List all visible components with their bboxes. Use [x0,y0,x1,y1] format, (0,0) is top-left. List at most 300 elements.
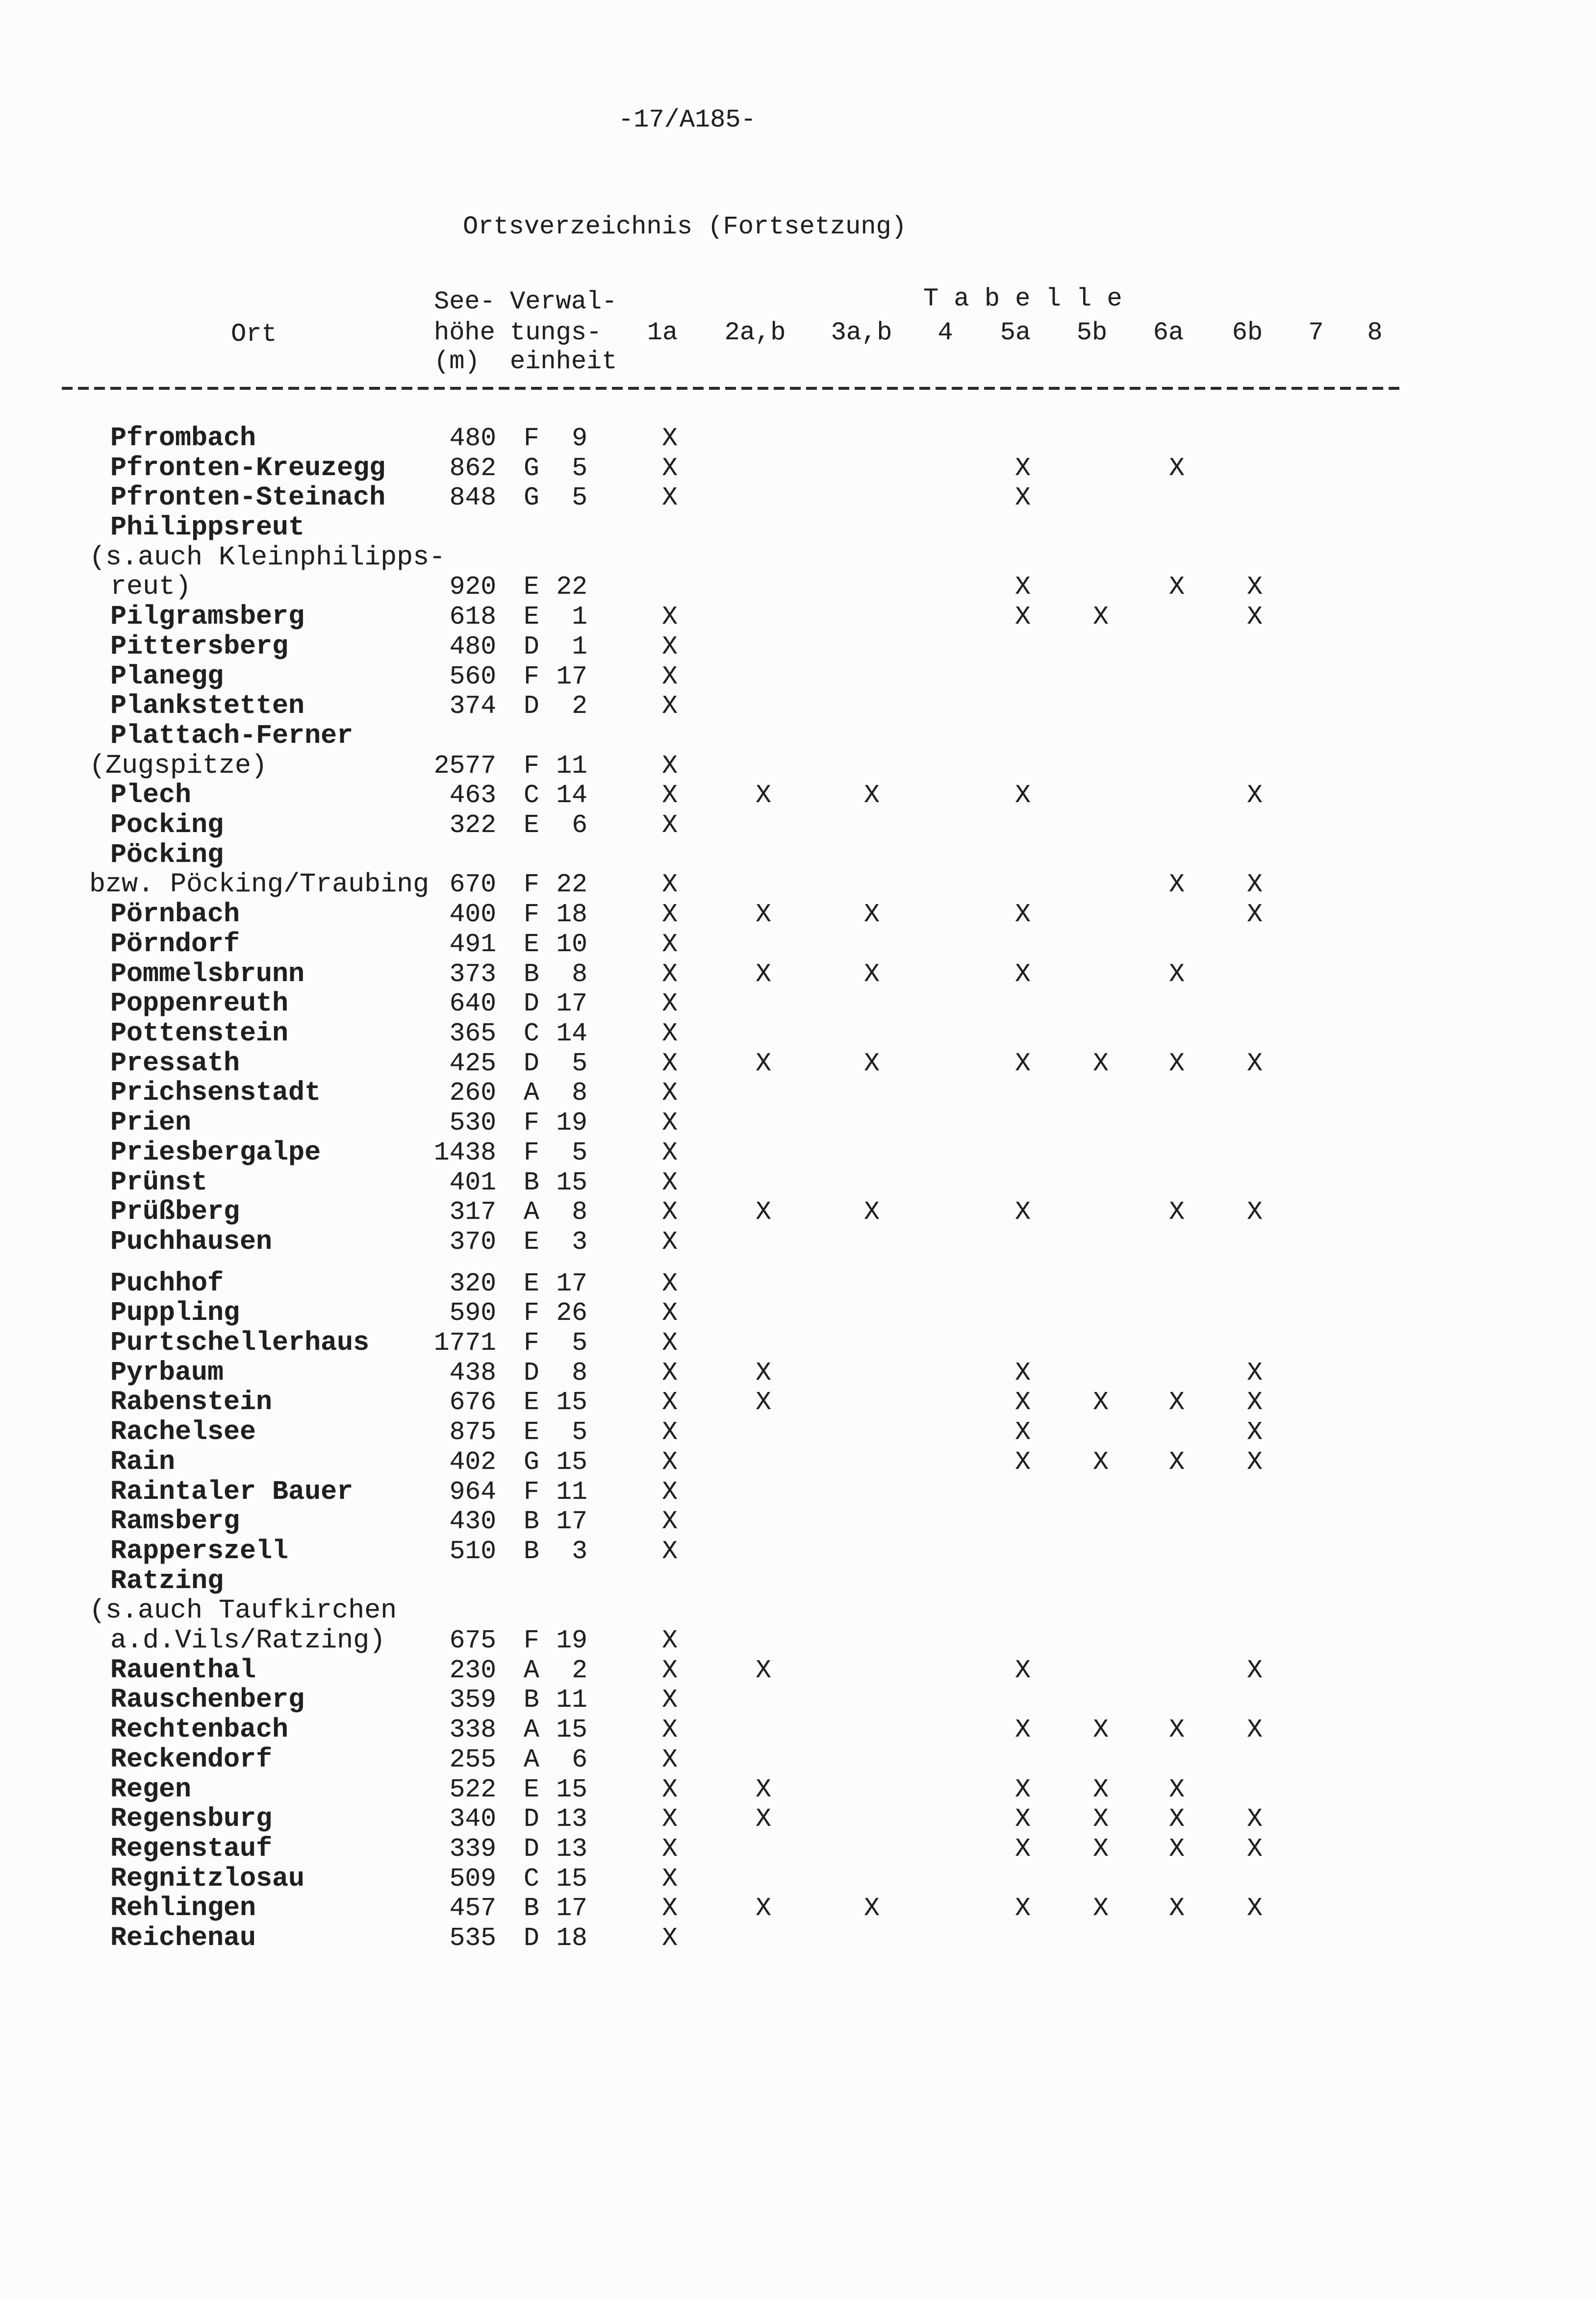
admin-unit-letter: D [524,1048,539,1078]
admin-unit-number: 15 [556,1715,587,1745]
table-mark-2ab: X [756,1358,771,1388]
table-row [0,1417,1596,1447]
table-row [0,483,1596,513]
admin-unit-number: 15 [556,1774,587,1804]
admin-unit-number: 15 [556,1167,587,1197]
place-name-note: (Zugspitze) [89,750,268,781]
admin-unit-number: 8 [572,959,587,989]
table-mark-3ab: X [864,1197,880,1227]
elevation-value: 509 [449,1864,496,1894]
elevation-value: 1438 [433,1137,496,1167]
table-mark-2ab: X [756,959,771,989]
table-row [0,602,1596,632]
elevation-value: 670 [449,870,496,900]
admin-unit-number: 8 [572,1078,587,1108]
column-header-seehoehe-line: (m) [434,347,480,376]
table-mark-6a: X [1169,870,1185,900]
table-mark-1a: X [662,1268,678,1298]
table-mark-1a: X [662,1197,678,1227]
table-mark-1a: X [662,1507,678,1537]
admin-unit-letter: D [524,1923,539,1953]
place-name-note: a.d.Vils/Ratzing) [110,1624,386,1656]
place-name: Pilgramsberg [110,601,305,632]
admin-unit-number: 15 [556,1864,587,1894]
table-mark-1a: X [662,1834,678,1864]
admin-unit-number: 8 [572,1358,587,1388]
admin-unit-number: 10 [556,929,587,959]
table-mark-1a: X [662,1804,678,1834]
elevation-value: 430 [449,1507,496,1537]
admin-unit-letter: E [524,572,539,602]
table-mark-6a: X [1169,572,1185,602]
table-mark-1a: X [662,1108,678,1138]
table-row [0,1537,1596,1566]
table-row [0,1685,1596,1715]
table-row [0,930,1596,960]
elevation-value: 491 [449,929,496,959]
place-name: Planegg [110,660,224,692]
admin-unit-letter: F [524,1477,539,1507]
table-mark-6a: X [1169,1048,1185,1078]
place-name-note: bzw. Pöcking/Traubing [89,869,430,900]
table-row [0,1864,1596,1894]
column-header-5a: 5a [1000,318,1031,347]
admin-unit-letter: F [524,424,539,453]
place-name: Priesbergalpe [110,1136,321,1168]
table-mark-5a: X [1015,453,1031,483]
table-mark-1a: X [662,1894,678,1923]
elevation-value: 590 [449,1298,496,1328]
table-row [0,1447,1596,1477]
place-name: Rechtenbach [110,1714,289,1745]
admin-unit-letter: F [524,1328,539,1358]
table-mark-1a: X [662,781,678,810]
admin-unit-letter: B [524,1894,539,1923]
place-name: Plech [110,780,192,811]
place-name: Rauenthal [110,1654,256,1686]
admin-unit-letter: F [524,1108,539,1138]
table-mark-5b: X [1093,1388,1109,1417]
table-mark-2ab: X [756,1388,771,1417]
admin-unit-letter: A [524,1744,539,1774]
table-mark-5a: X [1015,1834,1031,1864]
table-mark-5b: X [1093,1048,1109,1078]
place-name: Pörnbach [110,899,240,930]
place-name: Rain [110,1446,176,1477]
table-mark-2ab: X [756,1774,771,1804]
place-name: Rapperszell [110,1535,289,1566]
table-mark-6a: X [1169,1804,1185,1834]
admin-unit-letter: C [524,781,539,810]
column-header-8: 8 [1367,318,1383,347]
table-mark-5a: X [1015,1197,1031,1227]
table-mark-1a: X [662,1078,678,1108]
table-row [0,989,1596,1019]
place-name: Philippsreut [110,512,305,543]
place-name: Ramsberg [110,1506,240,1537]
place-name: Rabenstein [110,1387,273,1418]
table-mark-5a: X [1015,1447,1031,1477]
admin-unit-letter: E [524,1388,539,1417]
place-name: Regensburg [110,1803,273,1835]
place-name: Pommelsbrunn [110,958,305,989]
admin-unit-letter: C [524,1019,539,1048]
table-mark-5a: X [1015,1358,1031,1388]
elevation-value: 359 [449,1685,496,1715]
admin-unit-letter: E [524,1417,539,1447]
admin-unit-number: 22 [556,870,587,900]
table-mark-5b: X [1093,1447,1109,1477]
table-row [0,1477,1596,1507]
column-header-6a: 6a [1153,318,1184,347]
column-header-seehoehe-line: höhe [434,318,495,347]
table-mark-5b: X [1093,1834,1109,1864]
admin-unit-letter: E [524,929,539,959]
table-mark-1a: X [662,483,678,513]
table-row [0,1745,1596,1775]
table-mark-1a: X [662,751,678,781]
table-row [0,1328,1596,1358]
elevation-value: 255 [449,1744,496,1774]
elevation-value: 510 [449,1536,496,1566]
table-mark-1a: X [662,1774,678,1804]
table-mark-2ab: X [756,1804,771,1834]
table-row [0,1298,1596,1328]
table-mark-6b: X [1247,1048,1263,1078]
table-mark-6a: X [1169,1388,1185,1417]
table-mark-1a: X [662,1358,678,1388]
admin-unit-letter: F [524,661,539,691]
admin-unit-number: 3 [572,1227,587,1257]
elevation-value: 320 [449,1268,496,1298]
table-row [0,1078,1596,1108]
admin-unit-letter: F [524,900,539,930]
elevation-value: 463 [449,781,496,810]
place-name-note: reut) [110,571,192,603]
admin-unit-letter: C [524,1864,539,1894]
table-row [0,721,1596,781]
admin-unit-letter: G [524,483,539,513]
admin-unit-letter: D [524,1358,539,1388]
table-row [0,1269,1596,1299]
table-mark-6a: X [1169,453,1185,483]
admin-unit-number: 22 [556,572,587,602]
place-name: Pressath [110,1047,240,1079]
elevation-value: 400 [449,900,496,930]
admin-unit-number: 3 [572,1536,587,1566]
table-mark-6b: X [1247,572,1263,602]
table-mark-6b: X [1247,1834,1263,1864]
table-mark-1a: X [662,1048,678,1078]
table-mark-5a: X [1015,959,1031,989]
table-row [0,1507,1596,1537]
table-mark-1a: X [662,661,678,691]
place-name: Reckendorf [110,1743,273,1775]
admin-unit-letter: G [524,1447,539,1477]
column-header-ort: Ort [231,320,277,349]
table-row [0,1227,1596,1257]
admin-unit-letter: E [524,602,539,632]
place-name: Puchhausen [110,1226,273,1257]
admin-unit-letter: D [524,691,539,721]
table-mark-6b: X [1247,781,1263,810]
column-group-header-tabelle: T a b e l l e [923,284,1122,313]
admin-unit-number: 17 [556,661,587,691]
column-header-5b: 5b [1076,318,1108,347]
admin-unit-number: 11 [556,1685,587,1715]
admin-unit-letter: A [524,1197,539,1227]
place-name-note: (s.auch Kleinphilipps- [89,541,446,573]
elevation-value: 322 [449,810,496,840]
table-mark-5b: X [1093,1774,1109,1804]
admin-unit-number: 1 [572,631,587,661]
table-mark-5a: X [1015,900,1031,930]
place-name: Prichsenstadt [110,1077,321,1109]
admin-unit-letter: E [524,810,539,840]
place-name: Prien [110,1107,192,1138]
place-name: Prüßberg [110,1196,240,1228]
elevation-value: 875 [449,1417,496,1447]
table-mark-3ab: X [864,1048,880,1078]
admin-unit-number: 18 [556,900,587,930]
admin-unit-number: 13 [556,1804,587,1834]
admin-unit-letter: B [524,1536,539,1566]
admin-unit-letter: F [524,1137,539,1167]
place-name: Pfronten-Kreuzegg [110,452,386,483]
table-mark-1a: X [662,691,678,721]
admin-unit-number: 26 [556,1298,587,1328]
table-mark-2ab: X [756,1048,771,1078]
elevation-value: 457 [449,1894,496,1923]
table-mark-6b: X [1247,1804,1263,1834]
table-mark-5a: X [1015,1417,1031,1447]
elevation-value: 522 [449,1774,496,1804]
table-row [0,424,1596,454]
table-mark-6b: X [1247,870,1263,900]
admin-unit-letter: A [524,1655,539,1685]
place-name: Purtschellerhaus [110,1327,370,1358]
elevation-value: 260 [449,1078,496,1108]
table-row [0,1656,1596,1686]
admin-unit-number: 9 [572,424,587,453]
table-mark-1a: X [662,870,678,900]
table-mark-5a: X [1015,1774,1031,1804]
place-name: Rachelsee [110,1416,256,1448]
table-mark-6a: X [1169,1774,1185,1804]
admin-unit-number: 5 [572,1137,587,1167]
table-mark-1a: X [662,602,678,632]
table-row [0,1138,1596,1168]
admin-unit-number: 2 [572,1655,587,1685]
table-mark-2ab: X [756,1197,771,1227]
admin-unit-letter: F [524,1625,539,1655]
elevation-value: 640 [449,989,496,1019]
table-mark-5b: X [1093,1894,1109,1923]
place-name: Pittersberg [110,631,289,662]
table-mark-6b: X [1247,900,1263,930]
table-mark-6b: X [1247,602,1263,632]
table-mark-1a: X [662,959,678,989]
table-mark-1a: X [662,1715,678,1745]
table-row [0,1108,1596,1138]
table-row [0,1775,1596,1805]
admin-unit-letter: G [524,453,539,483]
admin-unit-number: 17 [556,1268,587,1298]
table-mark-5b: X [1093,602,1109,632]
table-mark-1a: X [662,424,678,453]
column-header-3ab: 3a,b [831,318,892,347]
table-mark-1a: X [662,1864,678,1894]
table-mark-1a: X [662,1167,678,1197]
place-name: Ratzing [110,1565,224,1596]
table-mark-1a: X [662,989,678,1019]
table-mark-6b: X [1247,1715,1263,1745]
table-mark-6b: X [1247,1417,1263,1447]
admin-unit-number: 6 [572,1744,587,1774]
admin-unit-number: 1 [572,602,587,632]
elevation-value: 964 [449,1477,496,1507]
table-mark-1a: X [662,1477,678,1507]
admin-unit-number: 5 [572,1417,587,1447]
elevation-value: 338 [449,1715,496,1745]
elevation-value: 370 [449,1227,496,1257]
table-row [0,1804,1596,1834]
table-mark-1a: X [662,631,678,661]
table-mark-1a: X [662,900,678,930]
table-mark-5a: X [1015,1894,1031,1923]
admin-unit-letter: A [524,1715,539,1745]
admin-unit-letter: E [524,1227,539,1257]
elevation-value: 230 [449,1655,496,1685]
place-name: Puppling [110,1297,240,1329]
place-name: Regen [110,1773,192,1805]
admin-unit-number: 17 [556,989,587,1019]
admin-unit-letter: B [524,1507,539,1537]
admin-unit-letter: D [524,631,539,661]
table-mark-1a: X [662,929,678,959]
table-mark-6a: X [1169,1834,1185,1864]
column-header-7: 7 [1308,318,1324,347]
table-mark-1a: X [662,1298,678,1328]
elevation-value: 402 [449,1447,496,1477]
place-name: Pocking [110,809,224,841]
place-name: Plankstetten [110,690,305,722]
admin-unit-letter: D [524,989,539,1019]
table-mark-5b: X [1093,1804,1109,1834]
elevation-value: 676 [449,1388,496,1417]
admin-unit-number: 11 [556,751,587,781]
table-mark-1a: X [662,1536,678,1566]
table-row [0,1358,1596,1388]
table-mark-1a: X [662,1744,678,1774]
table-row [0,1715,1596,1745]
page-title: Ortsverzeichnis (Fortsetzung) [463,212,907,241]
table-mark-1a: X [662,810,678,840]
admin-unit-number: 14 [556,1019,587,1048]
column-header-verwaltung-line: einheit [510,347,617,376]
table-mark-5a: X [1015,1655,1031,1685]
elevation-value: 438 [449,1358,496,1388]
table-mark-1a: X [662,1137,678,1167]
table-mark-6a: X [1169,959,1185,989]
elevation-value: 480 [449,424,496,453]
elevation-value: 480 [449,631,496,661]
admin-unit-number: 5 [572,1048,587,1078]
table-mark-6a: X [1169,1197,1185,1227]
admin-unit-number: 17 [556,1894,587,1923]
place-name: Regenstauf [110,1833,273,1864]
place-name: Regnitzlosau [110,1863,305,1894]
admin-unit-number: 2 [572,691,587,721]
table-mark-1a: X [662,1227,678,1257]
elevation-value: 340 [449,1804,496,1834]
admin-unit-letter: D [524,1804,539,1834]
column-header-verwaltung-line: Verwal- [510,287,617,316]
table-mark-6b: X [1247,1655,1263,1685]
table-mark-1a: X [662,1417,678,1447]
admin-unit-letter: B [524,1167,539,1197]
table-mark-2ab: X [756,1655,771,1685]
place-name: Pfrombach [110,423,256,454]
column-header-6b: 6b [1232,318,1263,347]
admin-unit-number: 5 [572,453,587,483]
column-header-seehoehe-line: See- [434,287,495,316]
table-mark-6b: X [1247,1447,1263,1477]
elevation-value: 425 [449,1048,496,1078]
elevation-value: 848 [449,483,496,513]
admin-unit-number: 18 [556,1923,587,1953]
admin-unit-number: 5 [572,1328,587,1358]
table-mark-6b: X [1247,1197,1263,1227]
place-name: Prünst [110,1166,208,1198]
elevation-value: 530 [449,1108,496,1138]
admin-unit-number: 11 [556,1477,587,1507]
admin-unit-letter: B [524,1685,539,1715]
admin-unit-number: 19 [556,1625,587,1655]
table-mark-1a: X [662,453,678,483]
place-name: Pöcking [110,839,224,870]
table-mark-5a: X [1015,1048,1031,1078]
table-mark-3ab: X [864,781,880,810]
admin-unit-number: 15 [556,1447,587,1477]
admin-unit-number: 6 [572,810,587,840]
table-row [0,1168,1596,1198]
table-mark-1a: X [662,1019,678,1048]
table-mark-6a: X [1169,1894,1185,1923]
admin-unit-number: 19 [556,1108,587,1138]
table-row [0,1197,1596,1227]
column-header-4: 4 [937,318,953,347]
place-name: Poppenreuth [110,988,289,1019]
table-mark-6b: X [1247,1894,1263,1923]
admin-unit-letter: F [524,870,539,900]
table-mark-5a: X [1015,602,1031,632]
table-mark-1a: X [662,1655,678,1685]
table-row [0,1049,1596,1079]
table-row [0,781,1596,810]
admin-unit-number: 8 [572,1197,587,1227]
elevation-value: 675 [449,1625,496,1655]
table-row [0,900,1596,930]
elevation-value: 560 [449,661,496,691]
table-row [0,691,1596,721]
table-mark-1a: X [662,1625,678,1655]
table-mark-5a: X [1015,781,1031,810]
column-header-verwaltung-line: tungs- [510,318,602,347]
admin-unit-letter: E [524,1774,539,1804]
elevation-value: 373 [449,959,496,989]
table-row [0,1834,1596,1864]
